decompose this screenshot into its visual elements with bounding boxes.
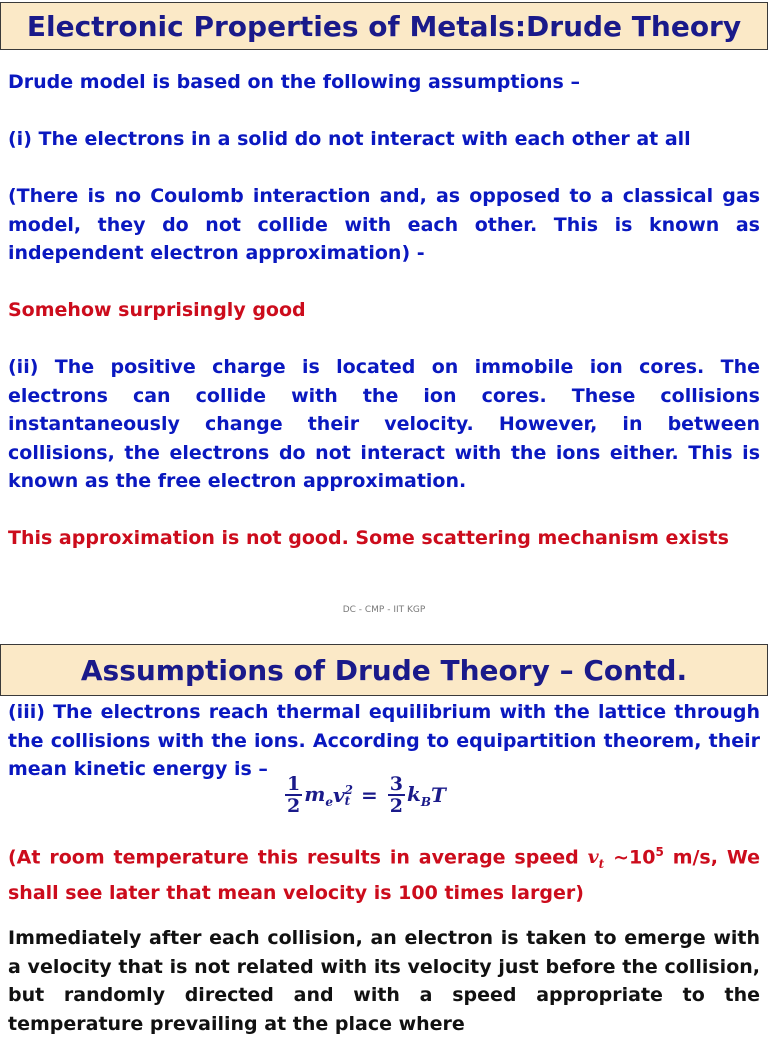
kinetic-energy-equation (283, 774, 446, 816)
fraction-denominator: 2 (287, 795, 301, 817)
slide-title: Assumptions of Drude Theory – Contd. (0, 644, 768, 696)
temperature-symbol: T (431, 783, 446, 807)
fraction-denominator: 2 (389, 795, 404, 817)
comment-ii: This approximation is not good. Some scattering mechanism exists (8, 527, 729, 549)
assumption-i: (i) The electrons in a solid do not interact with each other at all (8, 128, 691, 150)
room-temperature-note: (At room temperature this results in average speed $v_t$ $\sim 10^5$ m/s, We shall see later that mean velocity is 100 times larger) (8, 845, 760, 904)
slide-title: Electronic Properties of Metals:Drude Theory (0, 2, 768, 50)
boltzmann-symbol: $k_B$ (407, 781, 432, 809)
fraction-numerator: 3 (389, 773, 404, 795)
velocity-symbol: v 2 t (333, 782, 354, 809)
intro-text: Drude model is based on the following assumptions – (8, 71, 580, 93)
collision-text: Immediately after each collision, an electron is taken to emerge with a velocity that is not related with its velocity just before the collision, but randomly directed and with a speed appropriate to the temperature prevailing at the place where (8, 927, 760, 1035)
mass-symbol: $m_e$ (304, 781, 334, 809)
fraction-three-halves (388, 774, 405, 816)
fraction-numerator: 1 (287, 773, 301, 795)
slide-footer: DC - CMP - IIT KGP (342, 605, 426, 615)
assumption-iii: (iii) The electrons reach thermal equilibrium with the lattice through the collisions with the ions. According to equipartition theorem, their mean kinetic energy is – (8, 701, 760, 780)
assumption-ii: (ii) The positive charge is located on immobile ion cores. The electrons can collide with the ion cores. These collisions instantaneously change their velocity. However, in between collisions, the electrons do not interact with the ions either. This is known as the free electron approximation. (8, 356, 760, 492)
equals-sign: = (361, 783, 378, 807)
assumption-i-detail: (There is no Coulomb interaction and, as opposed to a classical gas model, they do not collide with each other. This is known as independent electron approximation) - (8, 185, 760, 264)
comment-i: Somehow surprisingly good (8, 299, 306, 321)
fraction-half (285, 774, 302, 816)
